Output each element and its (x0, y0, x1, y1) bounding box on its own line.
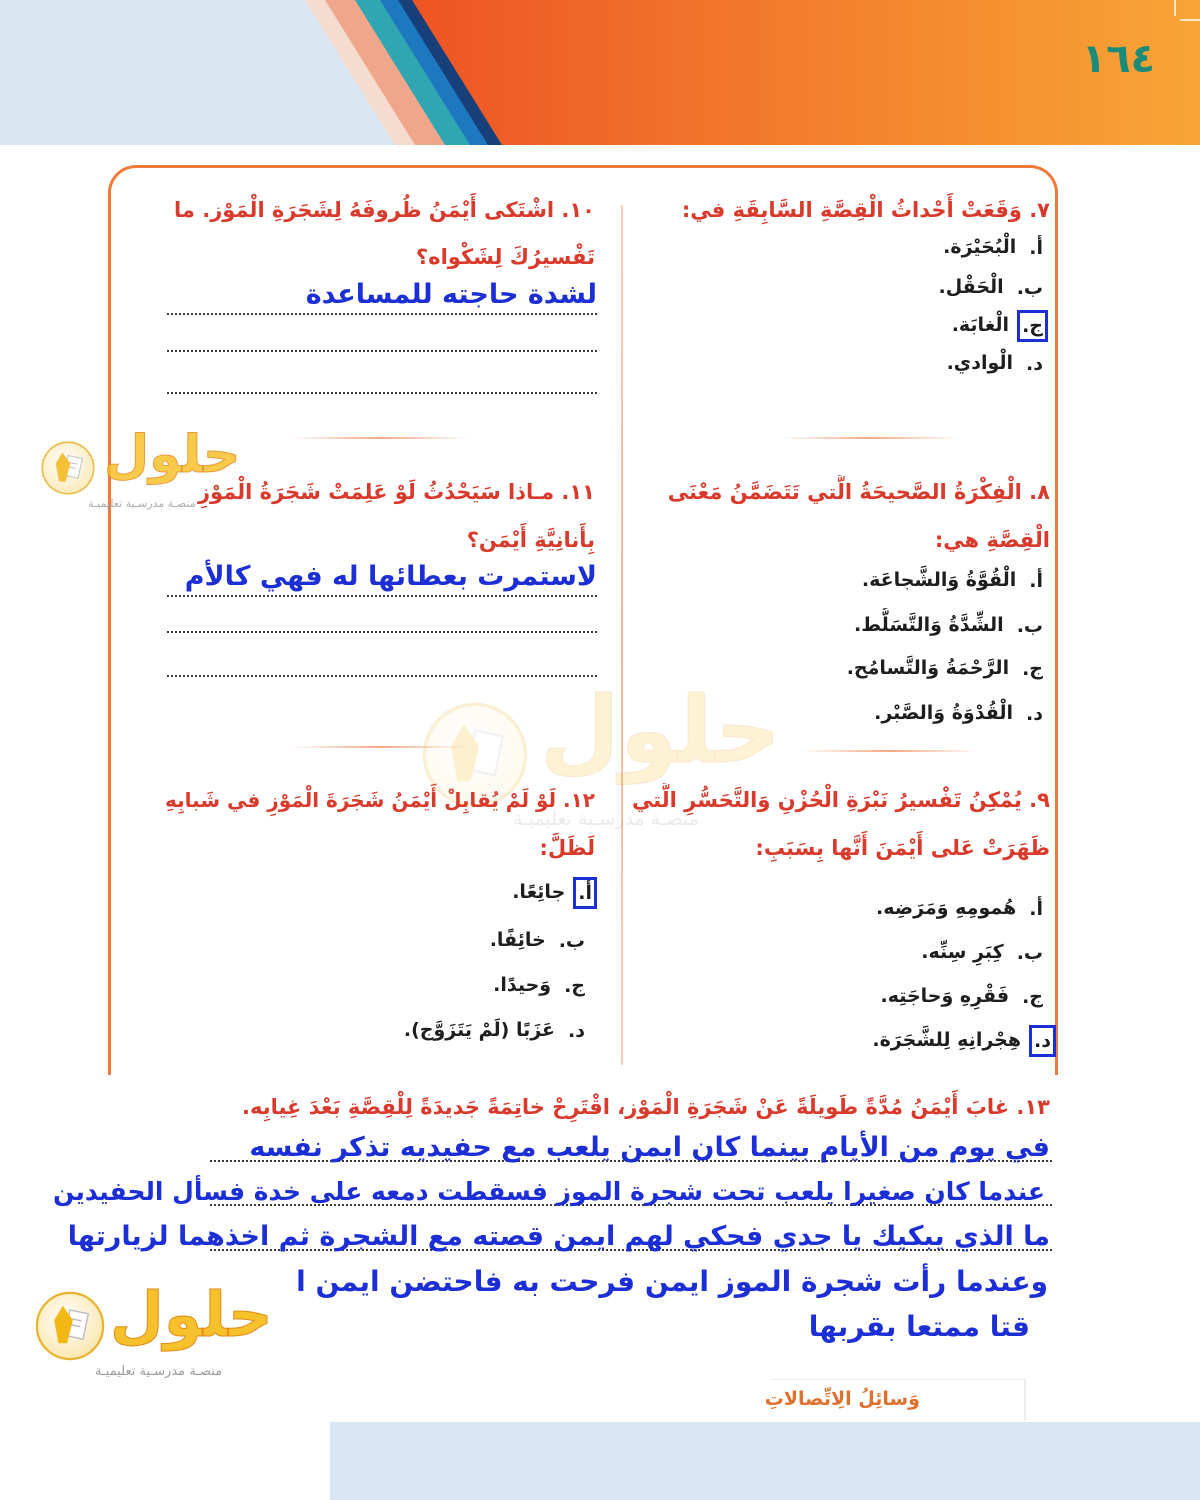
q7-option-c (650, 308, 1050, 342)
logo-tagline: منصـة مدرسـية تعليميـة (95, 1364, 223, 1379)
footer-band (330, 1422, 1200, 1500)
logo-tagline: منصـة مدرسـية تعليميـة (88, 497, 196, 510)
q9-option-c (650, 979, 1050, 1013)
q13-answer-line4: وعندما رأت شجرة الموز ايمن فرحت به فاحتضن ايمن ا (296, 1265, 1048, 1298)
option-text: الْوادي. (946, 352, 1014, 374)
option-letter: ج. (1017, 310, 1048, 342)
q12-option-c (192, 968, 592, 1002)
q11-stem-line2: بِأَنانِيَّةِ أَيْمَن؟ (466, 528, 595, 552)
option-text: الْحَقْل. (938, 276, 1004, 298)
option-letter: د. (1026, 702, 1043, 725)
q12-stem-line2: لَظَلَّ: (539, 836, 595, 860)
section-divider (780, 437, 960, 439)
option-text: جائِعًا. (512, 881, 566, 903)
logo-brand-text: حلول (540, 677, 782, 784)
answer-rule (167, 631, 597, 633)
option-text: خائِفًا. (489, 929, 546, 951)
q13-answer-line1: في يوم من الأيام بينما كان ايمن يلعب مع حفيديه تذكر نفسه (249, 1132, 1050, 1163)
option-text: هُمومِهِ وَمَرَضِه. (876, 897, 1017, 919)
q12-stem-line1: ١٢. لَوْ لَمْ يُقابِلْ أَيْمَنُ شَجَرَةَ الْمَوْزِ في شَبابِهِ (165, 788, 595, 812)
unit-title: وَسائِلُ الِاتِّصالاتِ (764, 1388, 920, 1410)
q13-stem: ١٣. غابَ أَيْمَنُ مُدَّةً طَويلَةً عَنْ شَجَرَةِ الْمَوْز، اقْتَرِحْ خاتِمَةً جَديدَةً لِلْقِصَّةِ بَعْدَ غِيابِه. (242, 1095, 1050, 1119)
option-text: عَزَبًا (لَمْ يَتَزَوَّج). (403, 1019, 556, 1041)
option-letter: د. (1029, 1025, 1056, 1057)
q13-answer-line3: ما الذي يبكيك يا جدي فحكي لهم ايمن قصته مع الشجرة ثم اخذهما لزيارتها (67, 1221, 1050, 1252)
option-text: هِجْرانِهِ لِلشَّجَرَة. (872, 1029, 1022, 1051)
option-letter: ب. (558, 929, 585, 952)
option-text: وَحيدًا. (493, 974, 552, 996)
option-text: الْغابَة. (951, 314, 1010, 336)
option-text: الْقُدْوَةُ وَالصَّبْر. (874, 702, 1014, 724)
option-text: الرَّحْمَةُ وَالتَّسامُح. (846, 657, 1010, 679)
q8-option-a (650, 563, 1050, 597)
answer-rule (167, 392, 597, 394)
option-letter: أ. (573, 877, 597, 909)
q7-stem: ٧. وَقَعَتْ أَحْداثُ الْقِصَّةِ السَّابِقَةِ في: (681, 198, 1050, 222)
q8-option-b (650, 608, 1050, 642)
q9-stem-line2: ظَهَرَتْ عَلى أَيْمَنَ أَنَّها بِسَبَبِ: (755, 836, 1050, 860)
column-divider (621, 205, 623, 1065)
q7-option-a (650, 230, 1050, 264)
q12-option-a (199, 875, 599, 909)
q9-option-a (650, 891, 1050, 925)
logo-brand-text: حلول (110, 1278, 273, 1351)
option-text: كِبَرِ سِنِّه. (921, 941, 1004, 963)
option-letter: د. (568, 1019, 585, 1042)
q9-stem-line1: ٩. يُمْكِنُ تَفْسيرُ نَبْرَةِ الْحُزْنِ وَالتَّحَسُّرِ الَّتي (631, 788, 1050, 812)
footer-edge (1024, 1379, 1026, 1421)
logo-brand-text: حلول (104, 425, 241, 485)
q10-stem-line1: ١٠. اشْتَكى أَيْمَنُ ظُروفَهُ لِشَجَرَةِ الْمَوْز. ما (174, 198, 595, 222)
q9-option-b (650, 935, 1050, 969)
option-letter: د. (1026, 352, 1043, 375)
option-letter: ج. (564, 974, 585, 997)
q12-option-b (192, 923, 592, 957)
q11-stem-line1: ١١. مـاذا سَيَحْدُثُ لَوْ عَلِمَتْ شَجَرَةُ الْمَوْزِ (197, 480, 595, 504)
q10-answer: لشدة حاجته للمساعدة (167, 277, 597, 315)
q8-stem-line2: الْقِصَّةِ هي: (934, 528, 1050, 552)
answer-rule (167, 350, 597, 352)
header-banner (0, 0, 1200, 145)
logo-tagline: منصـة مدرسـية تعليميـة (513, 808, 699, 830)
q13-answer-line2: عندما كان صغيرا يلعب تحت شجرة الموز فسقطت دمعه على خدة فسأل الحفيدين (52, 1177, 1045, 1206)
answer-rule (167, 675, 597, 677)
option-letter: أ. (1029, 236, 1043, 259)
option-text: الشِّدَّةُ وَالتَّسَلُّط. (854, 614, 1004, 636)
q12-option-d (192, 1013, 592, 1047)
option-letter: أ. (1029, 569, 1043, 592)
section-divider (800, 750, 980, 752)
option-letter: ج. (1022, 985, 1043, 1008)
option-text: الْبُحَيْرَة. (943, 236, 1017, 258)
q13-answer-line5: قتا ممتعا بقربها (808, 1310, 1030, 1343)
option-letter: أ. (1029, 897, 1043, 920)
q9-option-d (658, 1023, 1058, 1057)
q8-stem-line1: ٨. الْفِكْرَةُ الصَّحيحَةُ الَّتي تَتَضَمَّنُ مَعْنَى (667, 480, 1050, 504)
option-letter: ج. (1022, 657, 1043, 680)
q8-option-d (650, 696, 1050, 730)
q7-option-d (650, 346, 1050, 380)
option-letter: ب. (1016, 941, 1043, 964)
logo-emblem-icon (40, 440, 96, 496)
q7-option-b (650, 270, 1050, 304)
section-divider (290, 437, 470, 439)
option-letter: ب. (1016, 614, 1043, 637)
q11-answer: لاستمرت بعطائها له فهي كالأم (167, 559, 597, 597)
option-text: فَقْرِهِ وَحاجَتِه. (880, 985, 1010, 1007)
option-letter: ب. (1016, 276, 1043, 299)
option-text: الْقُوَّةُ وَالشَّجاعَة. (861, 569, 1017, 591)
q8-option-c (650, 651, 1050, 685)
footer-rule (770, 1379, 1025, 1380)
q10-stem-line2: تَفْسيرُكَ لِشَكْواه؟ (416, 245, 595, 269)
page-number: ١٦٤ (1081, 36, 1155, 82)
